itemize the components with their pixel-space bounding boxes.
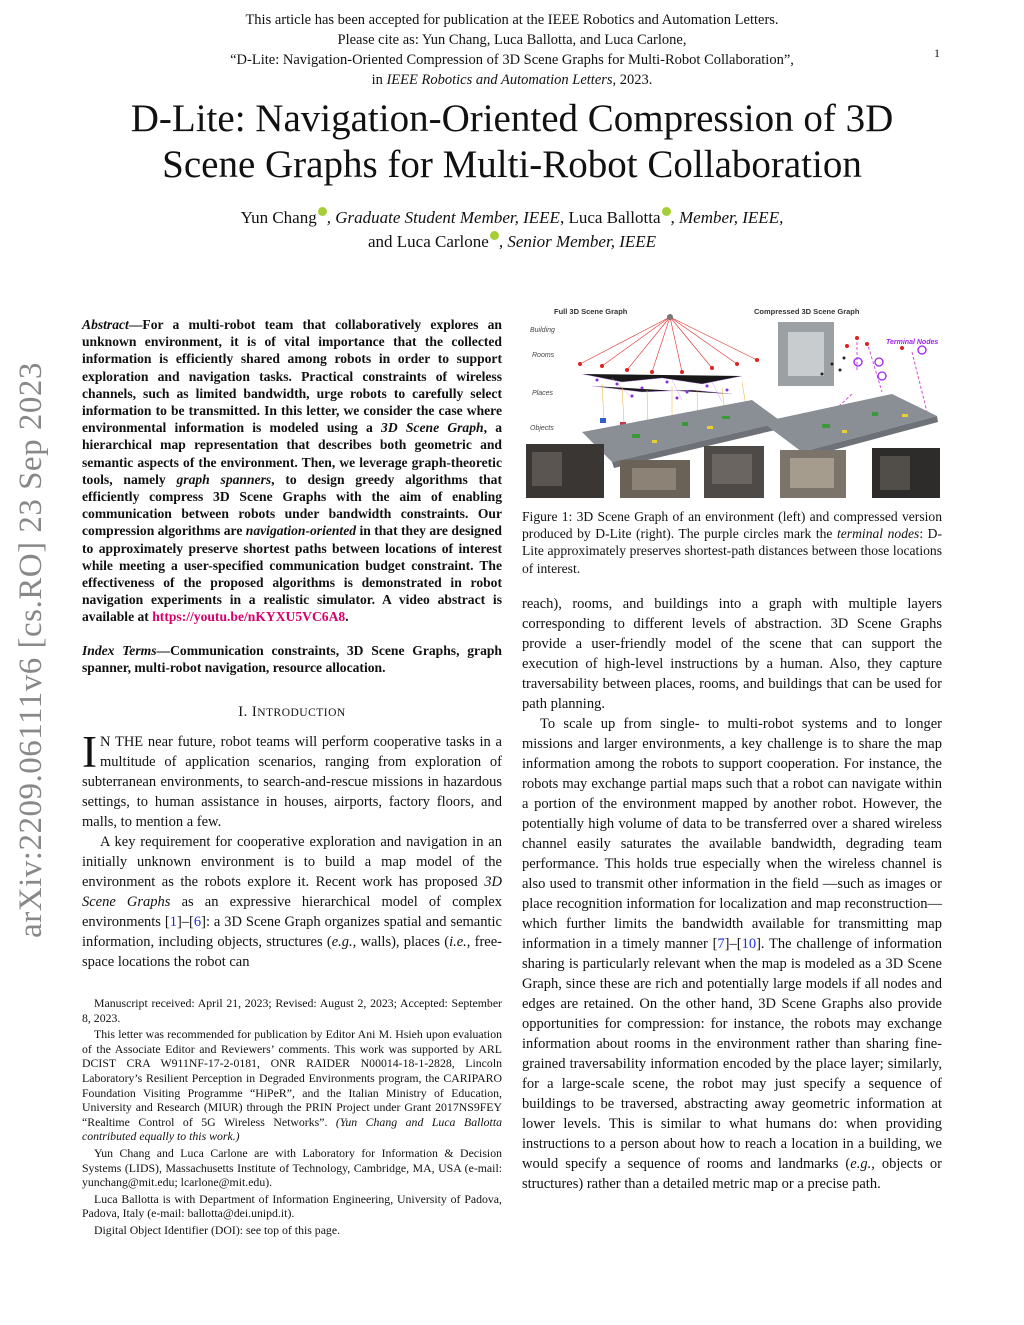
publication-notice (150, 10, 874, 90)
footnote: Manuscript received: April 21, 2023; Revised: August 2, 2023; Accepted: September 8, 2023. (82, 996, 502, 1025)
footnote: This letter was recommended for publication by Editor Ani M. Hsieh upon evaluation of the Associate Editor and Reviewers’ comments. This work was supported by ARL DCIST CRA W911NF-17-2-0181, ONR RAIDER N00014-18-1-2828, Lincoln Laboratory’s Resilient Perception in Degraded Environments program, the CARIPARO Foundation Visiting Programme “HiPeR”, and the Italian Ministry of Education, University and Research (MIUR) through the PRIN Project under Grant 2017NS9FEY “Realtime Control of 5G Wireless Networks”. (Yun Chang and Luca Ballotta contributed equally to this work.) (82, 1027, 502, 1144)
author-name: and Luca Carlone (367, 232, 489, 251)
index-terms: Index Terms—Communication constraints, 3D Scene Graphs, graph spanner, multi-robot navigation, resource allocation. (82, 643, 502, 676)
abstract-label: Abstract (82, 317, 129, 332)
layer-label-building: Building (530, 327, 555, 334)
paragraph: To scale up from single- to multi-robot systems and to longer missions and larger environments, a key challenge is to share the map information among the robots to support cooperation. For instance, the robots may exchange partial maps such that a robot can navigate within a portion of the environment mapped by another robot. However, the potentially high volume of data to be transferred over a shared wireless channel easily saturates the available bandwidth, degrading team performance. This holds true especially when the wireless channel is also used to transmit other information in the field —such as images or place recognition information for localization and map reconstruction— which further limits the bandwidth available for transmitting map information in a timely manner [7]–[10]. The challenge of information sharing is particularly relevant when the map is modeled as a 3D Scene Graph, since these are rich and potentially large models if all nodes and edges are retained. On the other hand, 3D Scene Graphs also provide opportunities for compression: for instance, the robots may exchange information about rooms in the environment rather than sharing fine-grained traversability information encoded by the place layer; similarly, for a large-scale scene, the robot may just specify a sequence of buildings to be traversed, abstracting away geometric information at lower levels. This is similar to what humans do: when providing instructions to a person about how to reach a location in a building, we would specify a sequence of rooms and landmarks (e.g., objects or structures) rather than a detailed metric map or a precise path. (522, 716, 942, 1192)
abstract: Abstract—For a multi-robot team that collaboratively explores an unknown environment, it is of vital importance that the collected information is efficiently shared among robots in order to support exploration and navigation tasks. Practical constraints of wireless channels, such as limited bandwidth, urge robots to carefully select information to be transmitted. In this letter, we consider the case where environmental information is modeled using a 3D Scene Graph, a hierarchical map representation that describes both geometric and semantic aspects of the environment. Then, we leverage graph-theoretic tools, namely graph spanners, to design greedy algorithms that efficiently compress 3D Scene Graphs with the aim of enabling communication between robots under bandwidth constraints. Our compression algorithms are navigation-oriented in that they are designed to approximately preserve shortest paths between locations of interest while meeting a user-specified communication budget constraint. The effectiveness of the proposed algorithms is demonstrated in robot navigation experiments in a realistic simulator. A video abstract is available at https://youtu.be/nKYXU5VC6A8. (82, 317, 502, 625)
figure-right-title: Compressed 3D Scene Graph (754, 307, 860, 316)
author-name: , Luca Ballotta (559, 208, 661, 227)
layer-label-objects: Objects (530, 425, 554, 432)
layer-label-places: Places (532, 390, 554, 397)
notice-line-4: in IEEE Robotics and Automation Letters, 2023. (371, 72, 653, 88)
paragraph: I N THE near future, robot teams will perform cooperative tasks in a multitude of application scenarios, ranging from exploration of subterranean environments, to search-and-rescue missions in hazardous settings, to human assistance in houses, airports, factory floors, and malls, to mention a few. (82, 727, 502, 830)
terminal-nodes-label: Terminal Nodes (886, 339, 939, 346)
arxiv-identifier: arXiv:2209.06111v6 [cs.RO] 23 Sep 2023 (13, 362, 49, 938)
citation-link[interactable]: 1 (169, 914, 177, 930)
notice-line-2: Please cite as: Yun Chang, Luca Ballotta, and Luca Carlone, (337, 32, 687, 48)
figure-caption: Figure 1: 3D Scene Graph of an environment (left) and compressed version produced by D-Lite (right). The purple circles mark the terminal nodes: D-Lite approximately preserves shortest-path distances between those locations of interest. (522, 509, 942, 576)
paragraph: A key requirement for cooperative exploration and navigation in an initially unknown environment is to build a map model of the environment as the robots explore it. Recent work has proposed 3D Scene Graphs as an expressive hierarchical model of complex environments [1]–[6]: a 3D Scene Graph organizes spatial and semantic information, including objects, structures (e.g., walls), places (i.e., free-space locations the robot can (82, 834, 502, 970)
video-link[interactable]: https://youtu.be/nKYXU5VC6A8 (152, 609, 346, 625)
scene-graph-illustration (522, 302, 942, 500)
paragraph: reach), rooms, and buildings into a graph with multiple layers corresponding to different levels of abstraction. 3D Scene Graphs provide a user-friendly model of the scene that can support the execution of high-level instructions by a human. Also, they capture traversability between places, rooms, and buildings that can be used for path planning. (522, 596, 942, 712)
introduction-text (82, 727, 502, 972)
index-terms-label: Index Terms (82, 643, 157, 658)
figure-left-title: Full 3D Scene Graph (554, 307, 628, 316)
journal-name: IEEE Robotics and Automation Letters (386, 72, 613, 88)
notice-line-3: “D-Lite: Navigation-Oriented Compression of 3D Scene Graphs for Multi-Robot Collaboration”, (230, 52, 794, 68)
layer-label-rooms: Rooms (532, 352, 555, 359)
page-number: 1 (934, 46, 940, 60)
paper-title: D-Lite: Navigation-Oriented Compression of 3D Scene Graphs for Multi-Robot Collaboration (130, 97, 894, 186)
body-text-right (522, 594, 942, 1194)
orcid-icon[interactable] (490, 231, 499, 240)
notice-line-1: This article has been accepted for publication at the IEEE Robotics and Automation Letters. (245, 12, 779, 28)
author-name: Yun Chang (240, 208, 317, 227)
citation-link[interactable]: 7 (717, 936, 725, 952)
author-list: Yun Chang , Graduate Student Member, IEEE, Luca Ballotta , Member, IEEE, and Luca Carlone , Senior Member, IEEE (240, 208, 784, 251)
footnotes (82, 996, 502, 1240)
figure-1 (522, 302, 942, 500)
citation-link[interactable]: 6 (193, 914, 202, 930)
orcid-icon[interactable] (662, 207, 671, 216)
drop-cap: I (82, 727, 97, 777)
orcid-icon[interactable] (318, 207, 327, 216)
footnote: Yun Chang and Luca Carlone are with Laboratory for Information & Decision Systems (LIDS), Massachusetts Institute of Technology, Cambridge, MA, USA (e-mail: yunchang@mit.edu; lcarlone@mit.edu). (82, 1145, 502, 1190)
footnote: Digital Object Identifier (DOI): see top of this page. (94, 1222, 341, 1237)
section-heading: I. INTRODUCTION (238, 704, 346, 720)
footnote: Luca Ballotta is with Department of Information Engineering, University of Padova, Padova, Italy (e-mail: ballotta@dei.unipd.it). (82, 1191, 502, 1221)
citation-link[interactable]: 10 (741, 936, 757, 952)
